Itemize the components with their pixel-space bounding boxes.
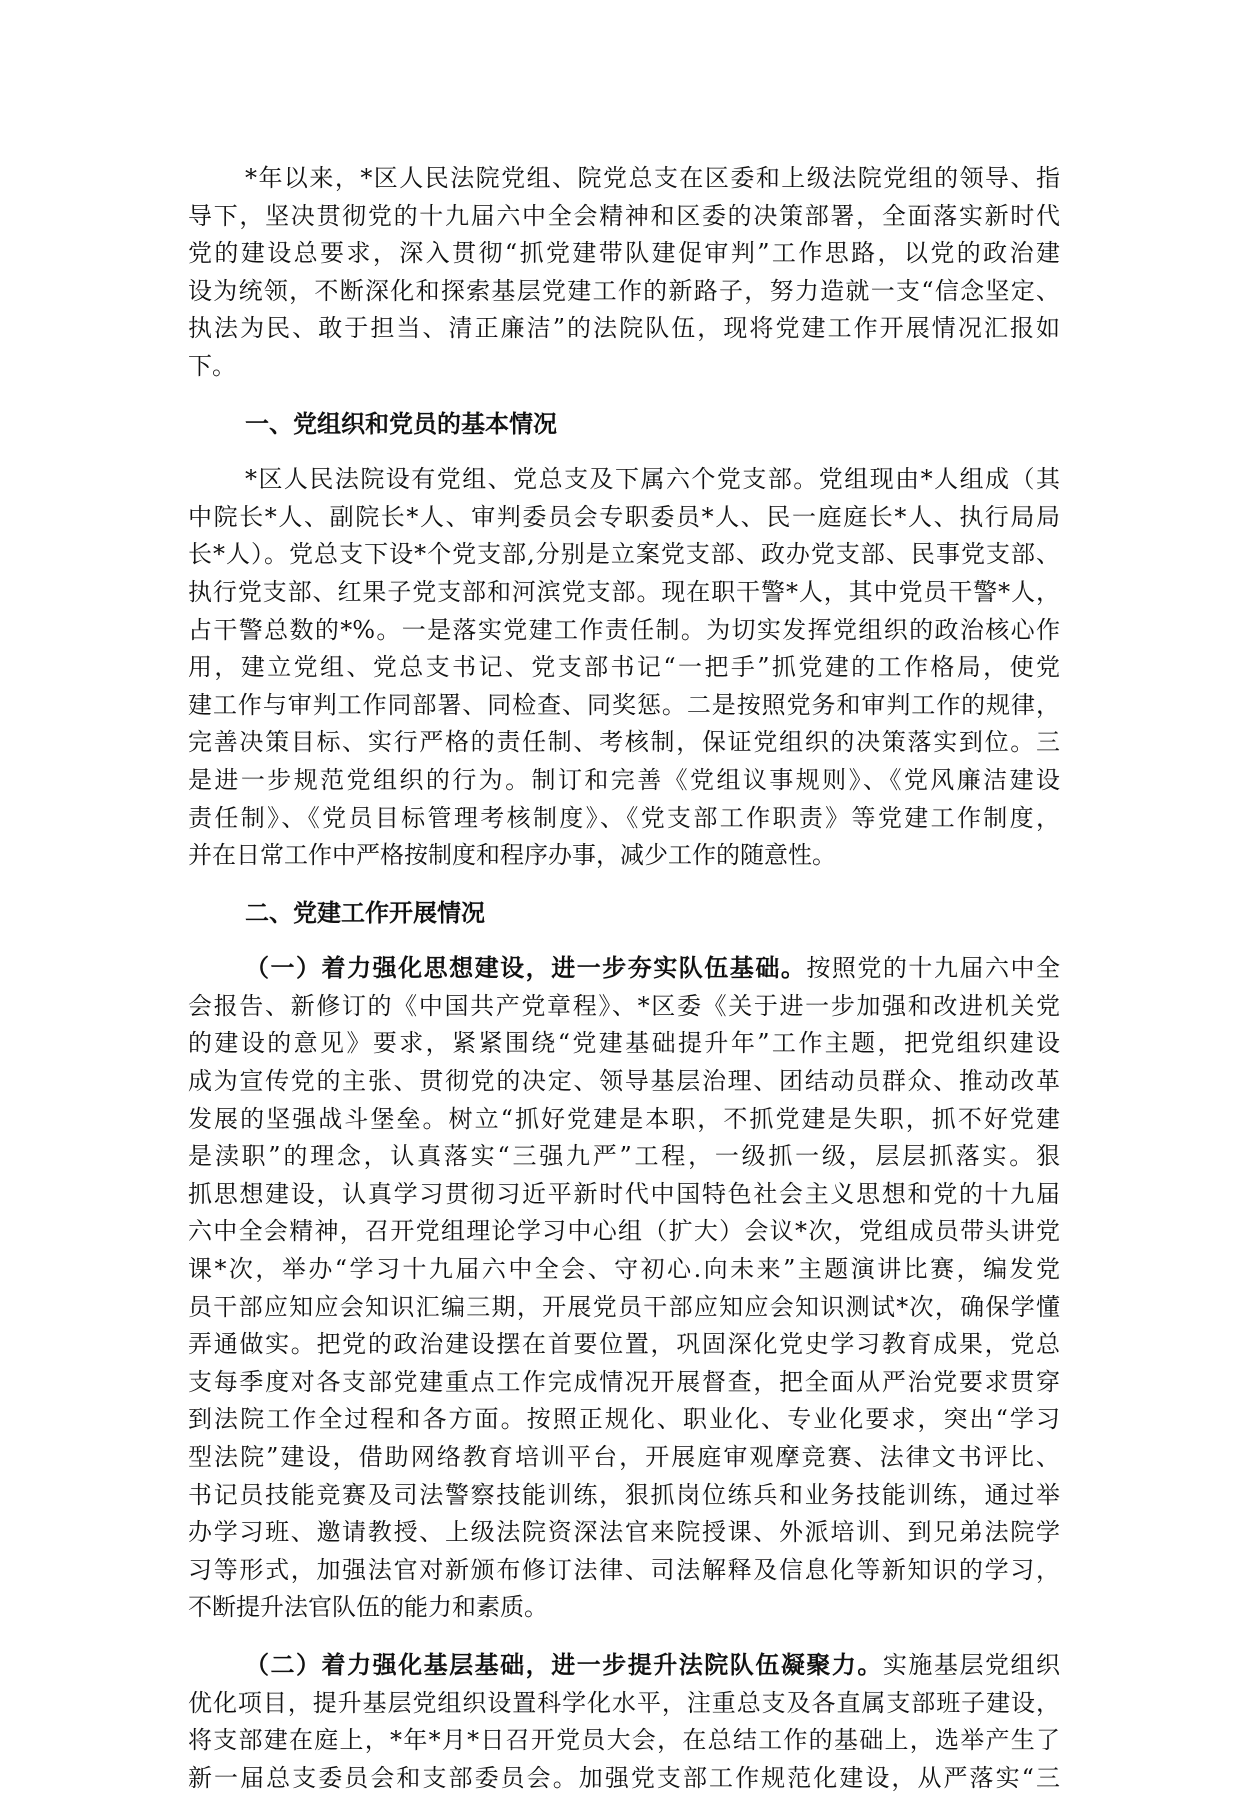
paragraph-line: 下。 — [188, 351, 236, 380]
paragraph-line: 成为宣传党的主张、贯彻党的决定、领导基层治理、团结动员群众、推动改革 — [188, 1067, 1060, 1096]
intro-paragraph — [188, 160, 1060, 386]
paragraph-line: 党的建设总要求，深入贯彻“抓党建带队建促审判”工作思路，以党的政治建 — [188, 239, 1060, 268]
paragraph-line: 是进一步规范党组织的行为。制订和完善《党组议事规则》、《党风廉洁建设 — [188, 765, 1060, 794]
paragraph-line: 弄通做实。把党的政治建设摆在首要位置，巩固深化党史学习教育成果，党总 — [188, 1330, 1060, 1359]
paragraph-line: 长*人）。党总支下设*个党支部,分别是立案党支部、政办党支部、民事党支部、 — [188, 540, 1060, 569]
paragraph-line: 并在日常工作中严格按制度和程序办事，减少工作的随意性。 — [188, 841, 836, 870]
subsection-2-lead: （二）着力强化基层基础，进一步提升法院队伍凝聚力。 — [245, 1650, 883, 1679]
paragraph-line: 建工作与审判工作同部署、同检查、同奖惩。二是按照党务和审判工作的规律， — [188, 690, 1060, 719]
paragraph-line: 型法院”建设，借助网络教育培训平台，开展庭审观摩竞赛、法律文书评比、 — [188, 1443, 1060, 1471]
subsection-2-paragraph — [188, 1647, 1060, 1797]
paragraph-line: 占干警总数的*%。一是落实党建工作责任制。为切实发挥党组织的政治核心作 — [188, 615, 1060, 644]
paragraph-line: 新一届总支委员会和支部委员会。加强党支部工作规范化建设，从严落实“三 — [188, 1763, 1060, 1792]
section1-paragraph — [188, 461, 1060, 875]
paragraph-line — [188, 950, 1060, 988]
paragraph-line: 不断提升法官队伍的能力和素质。 — [188, 1593, 548, 1622]
paragraph-line: 支每季度对各支部党建重点工作完成情况开展督查，把全面从严治党要求贯穿 — [188, 1367, 1060, 1396]
paragraph-line: 发展的坚强战斗堡垒。树立“抓好党建是本职，不抓党建是失职，抓不好党建 — [188, 1104, 1060, 1133]
paragraph-line: 习等形式，加强法官对新颁布修订法律、司法解释及信息化等新知识的学习， — [188, 1555, 1060, 1584]
section-heading-1: 一、党组织和党员的基本情况 — [245, 409, 557, 438]
subsection-1-paragraph — [188, 950, 1060, 1627]
paragraph-line: 将支部建在庭上，*年*月*日召开党员大会，在总结工作的基础上，选举产生了 — [188, 1726, 1060, 1755]
subsection-1-lead: （一）着力强化思想建设，进一步夯实队伍基础。 — [245, 954, 807, 983]
paragraph-line: 抓思想建设，认真学习贯彻习近平新时代中国特色社会主义思想和党的十九届 — [188, 1179, 1060, 1208]
paragraph-line: 执行党支部、红果子党支部和河滨党支部。现在职干警*人，其中党员干警*人， — [188, 577, 1060, 606]
paragraph-line: 导下，坚决贯彻党的十九届六中全会精神和区委的决策部署，全面落实新时代 — [188, 201, 1060, 230]
paragraph-line: *区人民法院设有党组、党总支及下属六个党支部。党组现由*人组成（其 — [245, 465, 1060, 494]
paragraph-line: 课*次，举办“学习十九届六中全会、守初心.向未来”主题演讲比赛，编发党 — [188, 1255, 1060, 1284]
paragraph-line: 是渎职”的理念，认真落实“三强九严”工程，一级抓一级，层层抓落实。狠 — [188, 1142, 1060, 1171]
section-heading-2: 二、党建工作开展情况 — [245, 898, 485, 927]
document-body — [188, 160, 1060, 1797]
paragraph-line: 办学习班、邀请教授、上级法院资深法官来院授课、外派培训、到兄弟法院学 — [188, 1518, 1060, 1547]
paragraph-line: 中院长*人、副院长*人、审判委员会专职委员*人、民一庭庭长*人、执行局局 — [188, 502, 1060, 531]
paragraph-line: 完善决策目标、实行严格的责任制、考核制，保证党组织的决策落实到位。三 — [188, 728, 1060, 757]
paragraph-line: *年以来，*区人民法院党组、院党总支在区委和上级法院党组的领导、指 — [245, 164, 1060, 192]
paragraph-line: 的建设的意见》要求，紧紧围绕“党建基础提升年”工作主题，把党组织建设 — [188, 1029, 1060, 1058]
paragraph-text: 按照党的十九届六中全 — [806, 954, 1061, 983]
paragraph-line: 六中全会精神，召开党组理论学习中心组（扩大）会议*次，党组成员带头讲党 — [188, 1217, 1060, 1246]
paragraph-text: 实施基层党组织 — [882, 1650, 1061, 1679]
paragraph-line: 到法院工作全过程和各方面。按照正规化、职业化、专业化要求，突出“学习 — [188, 1405, 1060, 1434]
paragraph-line — [188, 1647, 1060, 1685]
paragraph-line: 会报告、新修订的《中国共产党章程》、*区委《关于进一步加强和改进机关党 — [188, 991, 1060, 1020]
paragraph-line: 执法为民、敢于担当、清正廉洁”的法院队伍，现将党建工作开展情况汇报如 — [188, 314, 1060, 343]
paragraph-line: 设为统领，不断深化和探索基层党建工作的新路子，努力造就一支“信念坚定、 — [188, 276, 1060, 305]
paragraph-line: 员干部应知应会知识汇编三期，开展党员干部应知应会知识测试*次，确保学懂 — [188, 1292, 1060, 1321]
paragraph-line: 用，建立党组、党总支书记、党支部书记“一把手”抓党建的工作格局，使党 — [188, 653, 1060, 682]
paragraph-line: 责任制》、《党员目标管理考核制度》、《党支部工作职责》等党建工作制度， — [188, 803, 1060, 832]
paragraph-line: 书记员技能竞赛及司法警察技能训练，狠抓岗位练兵和业务技能训练，通过举 — [188, 1480, 1060, 1509]
paragraph-line: 优化项目，提升基层党组织设置科学化水平，注重总支及各直属支部班子建设， — [188, 1688, 1060, 1717]
